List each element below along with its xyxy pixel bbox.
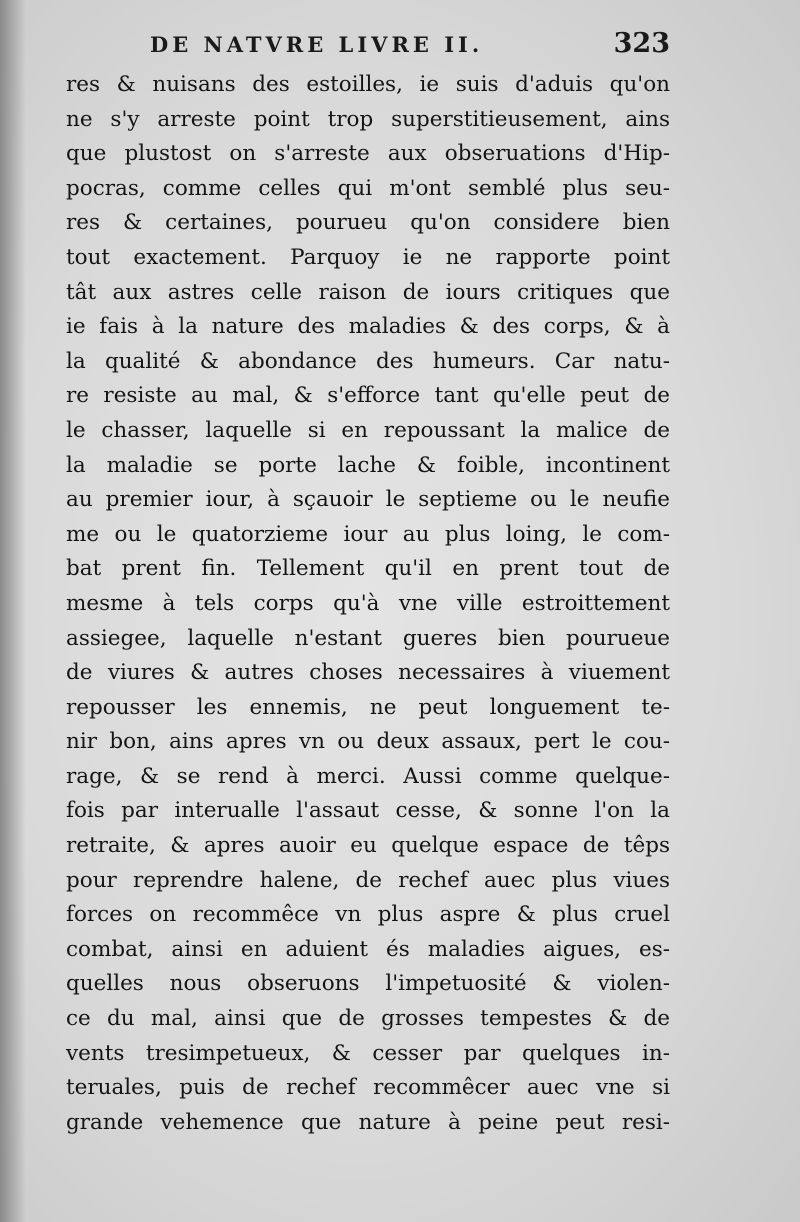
text-line: grande vehemence que nature à peine peut resi- [66,1109,670,1135]
text-line: pour reprendre halene, de rechef auec plus viues [66,867,670,893]
text-line: res & nuisans des estoilles, ie suis d'aduis qu'on [66,72,670,97]
text-line: quelles nous obseruons l'impetuosité & violen- [66,971,670,997]
text-line: teruales, puis de rechef recommêcer auec vne si [66,1075,670,1101]
page-header [150,28,670,62]
text-line: fois par interualle l'assaut cesse, & sonne l'on la [66,798,670,824]
text-line: ie fais à la nature des maladies & des corps, & à [66,314,670,340]
text-line: au premier iour, à sçauoir le septieme ou le neufie [66,487,670,513]
text-line: forces on recommêce vn plus aspre & plus cruel [66,902,670,928]
text-line: bat prent fin. Tellement qu'il en prent tout de [66,556,670,582]
text-line: pocras, comme celles qui m'ont semblé plus seu- [66,175,670,201]
text-line: vents tresimpetueux, & cesser par quelques in- [66,1040,670,1066]
text-line: la maladie se porte lache & foible, incontinent [66,452,670,478]
text-line: combat, ainsi en aduient és maladies aigues, es- [66,936,670,962]
text-line: ne s'y arreste point trop superstitieusement, ains [66,106,670,132]
text-line: repousser les ennemis, ne peut longuement te- [66,694,670,720]
text-line: la qualité & abondance des humeurs. Car natu- [66,348,670,374]
text-line: re resiste au mal, & s'efforce tant qu'elle peut de [66,383,670,409]
text-line: retraite, & apres auoir eu quelque espace de têps [66,833,670,859]
text-line: mesme à tels corps qu'à vne ville estroittement [66,590,670,616]
text-line: que plustost on s'arreste aux obseruations d'Hip- [66,141,670,167]
text-line: me ou le quatorzieme iour au plus loing, le com- [66,521,670,547]
text-line: rage, & se rend à merci. Aussi comme quelque- [66,763,670,789]
text-line: nir bon, ains apres vn ou deux assaux, pert le cou- [66,729,670,755]
page-number: 323 [613,28,670,59]
text-line: tât aux astres celle raison de iours critiques que [66,279,670,305]
text-line: le chasser, laquelle si en repoussant la malice de [66,417,670,443]
text-line: assiegee, laquelle n'estant gueres bien pourueue [66,625,670,651]
running-head: DE NATVRE LIVRE II. [150,32,484,57]
text-line: res & certaines, pourueu qu'on considere bien [66,210,670,236]
body-text [66,68,670,1140]
page-gutter-shadow [0,0,26,1222]
text-line: de viures & autres choses necessaires à viuement [66,660,670,686]
text-line: ce du mal, ainsi que de grosses tempestes & de [66,1006,670,1032]
text-line: tout exactement. Parquoy ie ne rapporte point [66,244,670,270]
